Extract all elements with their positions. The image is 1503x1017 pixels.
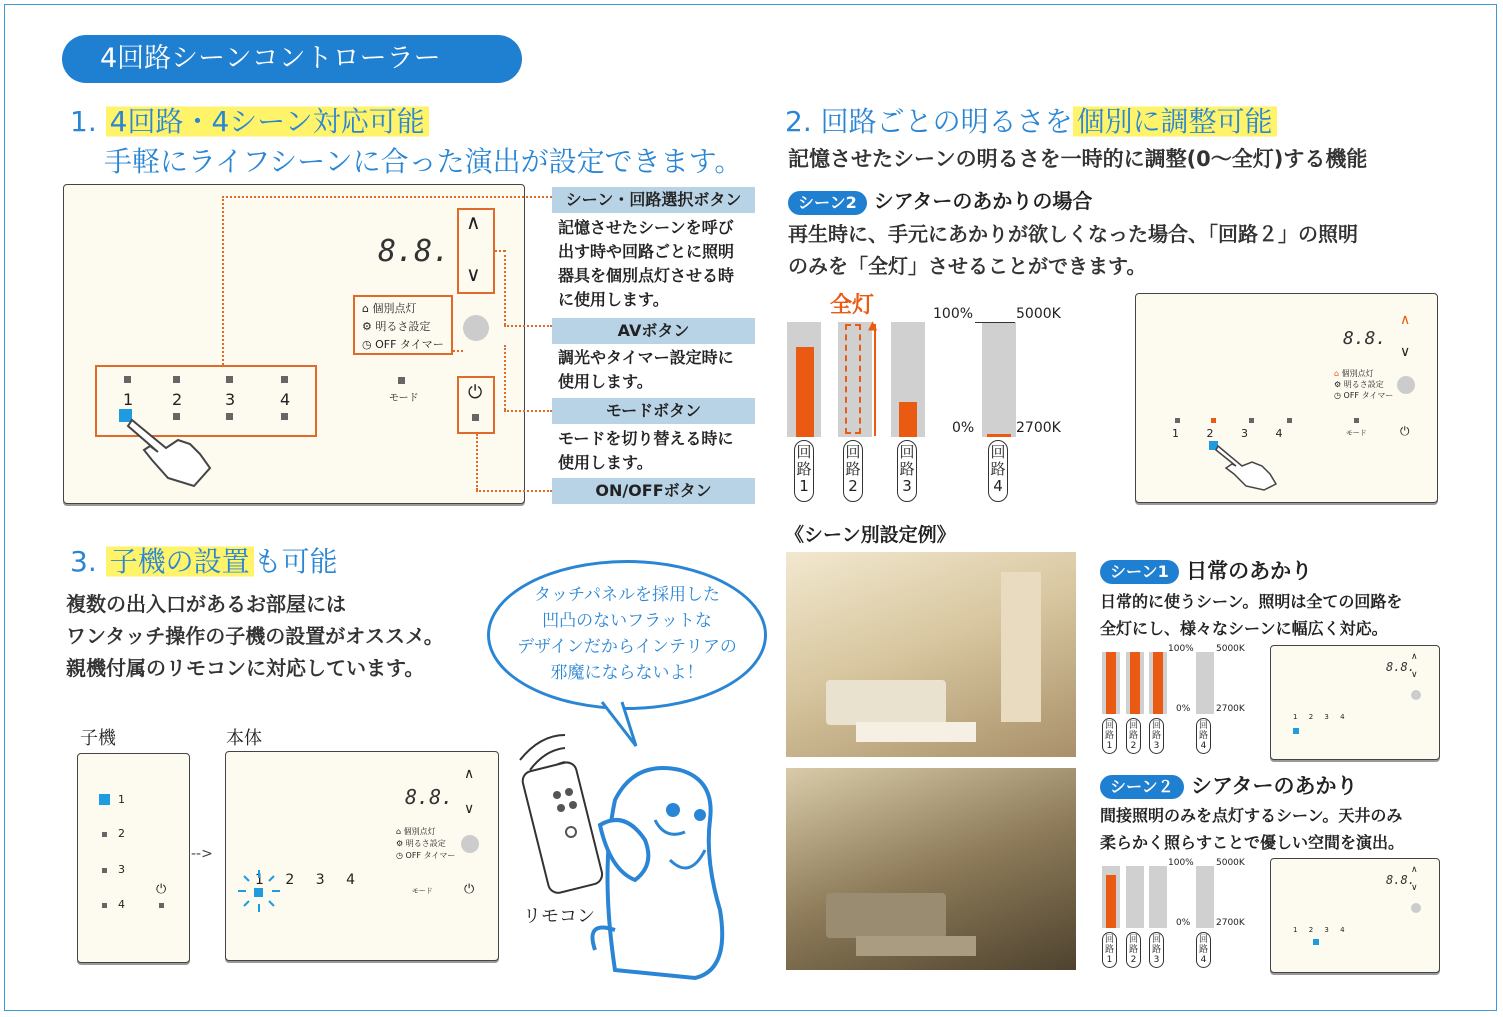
- menu-item-timer: ◷ OFF タイマー: [362, 338, 444, 351]
- section1-heading: [70, 100, 429, 140]
- mini-power-icon: ⏻: [1400, 424, 1410, 438]
- scene-dot-3: [226, 376, 233, 383]
- callout-onoff-label: ON/OFFボタン: [552, 478, 755, 504]
- mini-bar-fill-2: [1130, 652, 1140, 714]
- mini-mode: モード: [1346, 429, 1367, 437]
- scene-lower-dot-3: [226, 413, 233, 420]
- bar-dashed-2: [845, 324, 861, 434]
- section2-highlight: 個別に調整可能: [1073, 105, 1277, 138]
- scale-line: [975, 322, 1015, 323]
- pointing-hand-icon: [118, 410, 218, 490]
- mode-dot: [398, 377, 405, 384]
- menu-item-individual: ⌂ 個別点灯: [362, 302, 417, 315]
- child-button-2[interactable]: 2: [118, 827, 125, 840]
- mini-dot: [1287, 418, 1292, 423]
- living-room-photo-daily: [786, 552, 1076, 757]
- main-unit-label: 本体: [226, 728, 262, 749]
- mascot-character: [505, 720, 775, 990]
- main-unit-down-icon: ∨: [464, 801, 475, 817]
- mini-circuit-label-1: 回路1: [1102, 932, 1117, 968]
- page-title: 4回路シーンコントローラー: [62, 35, 522, 83]
- mini-k5000: 5000K: [1216, 644, 1245, 654]
- segment-display: 8.8.: [378, 234, 451, 269]
- child-unit-label: 子機: [80, 728, 116, 749]
- connector-line: [476, 490, 552, 492]
- callout-scene-label: シーン・回路選択ボタン: [552, 187, 755, 213]
- mini-circuit-label-4: 回路4: [1196, 932, 1211, 968]
- mini-bar-fill-3: [1153, 652, 1163, 714]
- callout-scene-text: 記憶させたシーンを呼び 出す時や回路ごとに照明 器具を個別点灯させる時 に使用します。: [558, 218, 735, 309]
- sofa-shape: [826, 680, 946, 725]
- scene-button-2[interactable]: 2: [172, 390, 183, 409]
- child-button-3[interactable]: 3: [118, 863, 125, 876]
- bar-fill-1: [796, 347, 814, 437]
- main-unit-menu: ⌂ 個別点灯 ⚙ 明るさ設定 ◷ OFF タイマー: [396, 827, 456, 860]
- mini-circuit-label-3: 回路3: [1149, 932, 1164, 968]
- menu-list: [362, 300, 444, 354]
- main-unit-power-icon: ⏻: [464, 882, 475, 897]
- mini-k2700: 2700K: [1216, 704, 1245, 714]
- child-power-icon[interactable]: ⏻: [156, 882, 167, 897]
- connector-line: [476, 434, 478, 490]
- child-indicator-1: [99, 794, 110, 805]
- mini-bar-track-2: [1126, 866, 1144, 928]
- circuit-label-1: 回路1: [794, 440, 814, 502]
- scene-dot-2: [173, 376, 180, 383]
- scene-badge: シーン2: [788, 191, 867, 215]
- child-button-1[interactable]: 1: [118, 793, 125, 806]
- child-power-dot: [159, 903, 164, 908]
- clock-icon: ◷: [362, 338, 372, 351]
- remote-label: リモコン: [523, 906, 595, 927]
- connector-line: [453, 350, 463, 352]
- scene-dot-1: [124, 376, 131, 383]
- child-dot-2: [102, 832, 107, 837]
- bar-track-4: [982, 322, 1016, 437]
- bubble-text: タッチパネルを採用した 凹凸のないフラットな デザインだからインテリアの 邪魔にならないよ！: [517, 585, 737, 683]
- table-shape-dark: [856, 936, 976, 956]
- k5000-label: 5000K: [1016, 306, 1061, 322]
- mini-bar-fill-1: [1106, 875, 1116, 928]
- connector-line: [222, 196, 224, 365]
- mini-bar-fill-1: [1106, 652, 1116, 714]
- connector-line: [222, 196, 552, 198]
- mini-circuit-label-2: 回路2: [1126, 932, 1141, 968]
- scene-button-3[interactable]: 3: [225, 390, 236, 409]
- connector-line: [495, 250, 505, 252]
- mini-knob: [1397, 376, 1415, 394]
- mini-dot: [1175, 418, 1180, 423]
- circuit-label-4: 回路4: [988, 440, 1008, 502]
- arrow-up-line: [874, 324, 876, 436]
- scene-dot-4: [281, 376, 288, 383]
- scene-button-4[interactable]: 4: [280, 390, 291, 409]
- arrow-up-icon: ▲: [868, 318, 878, 332]
- scene1-mini-panel: 8.8. ∧ ∨ 1 2 3 4: [1270, 645, 1440, 760]
- scene1-description: 日常的に使うシーン。照明は全ての回路を 全灯にし、様々なシーンに幅広く対応。: [1100, 592, 1403, 638]
- connector-line: [504, 410, 552, 412]
- main-unit-panel: [225, 751, 499, 961]
- section2-subheading: 記憶させたシーンの明るさを一時的に調整(0〜全灯)する機能: [788, 147, 1368, 171]
- connector-line: [504, 345, 506, 410]
- power-dot: [472, 414, 479, 421]
- bar-fill-4-line: [987, 434, 1011, 437]
- down-button[interactable]: ∨: [466, 262, 481, 286]
- k2700-label: 2700K: [1016, 420, 1061, 436]
- mini-down-icon: ∨: [1400, 344, 1411, 360]
- mini-pct0: 0%: [1176, 704, 1191, 714]
- table-shape: [856, 722, 976, 742]
- blink-rays-icon: [236, 868, 282, 914]
- circuit-label-3: 回路3: [897, 440, 917, 502]
- section1-number: 1.: [70, 105, 97, 138]
- mini-pct0: 0%: [1176, 918, 1191, 928]
- up-button[interactable]: ∧: [466, 210, 481, 234]
- menu-item-brightness: ⚙ 明るさ設定: [362, 320, 431, 333]
- mini-menu: ⌂ 個別点灯 ⚙ 明るさ設定 ◷ OFF タイマー: [1334, 369, 1394, 400]
- full-label: 全灯: [830, 293, 875, 318]
- section1-subheading: 手軽にライフシーンに合った演出が設定できます。: [104, 145, 743, 178]
- av-knob[interactable]: [463, 315, 489, 341]
- scene-button-1[interactable]: 1: [123, 390, 134, 409]
- mini-dot: [1211, 418, 1216, 423]
- child-dot-4: [102, 903, 107, 908]
- mini-circuit-label-4: 回路4: [1196, 718, 1211, 754]
- section2-description: 再生時に、手元にあかりが欲しくなった場合、「回路２」の照明 のみを「全灯」させることができます。: [788, 222, 1358, 278]
- scene1-badge: シーン1: [1100, 560, 1179, 584]
- examples-heading: 《シーン別設定例》: [785, 524, 956, 546]
- mini-pct100: 100%: [1168, 644, 1194, 654]
- connector-line: [504, 250, 506, 325]
- callout-av-text: 調光やタイマー設定時に 使用します。: [558, 348, 734, 391]
- callout-av-label: AVボタン: [552, 318, 755, 344]
- main-unit-knob: [461, 835, 479, 853]
- connector-line: [504, 325, 552, 327]
- child-dot-3: [102, 868, 107, 873]
- section3-description: 複数の出入口があるお部屋には ワンタッチ操作の子機の設置がオススメ。 親機付属のリモコンに対応しています。: [66, 592, 444, 680]
- wall-shape: [1001, 572, 1041, 722]
- mini-circuit-label-2: 回路2: [1126, 718, 1141, 754]
- section2-case: シーン2 シアターのあかりの場合: [788, 185, 1092, 215]
- scene-lower-dot-4: [281, 413, 288, 420]
- gear-icon: ⚙: [362, 320, 372, 333]
- mini-dot: [1249, 418, 1254, 423]
- scene1-heading: シーン1 日常のあかり: [1100, 555, 1312, 585]
- mini-display: 8.8.: [1343, 328, 1387, 349]
- mini-hand-icon: [1212, 440, 1282, 492]
- mini-bar-track-3: [1149, 866, 1167, 928]
- main-unit-mode: モード: [412, 887, 433, 895]
- mini-bar-track-4: [1196, 866, 1214, 928]
- living-room-photo-theater: [786, 768, 1076, 970]
- power-icon[interactable]: ⏻: [468, 382, 483, 403]
- callout-mode-text: モードを切り替える時に 使用します。: [558, 429, 734, 472]
- mini-k2700: 2700K: [1216, 918, 1245, 928]
- main-unit-display: 8.8.: [405, 785, 454, 809]
- mini-dot: [1354, 418, 1359, 423]
- sofa-shape-dark: [826, 893, 946, 938]
- pct0-label: 0%: [952, 420, 975, 436]
- mini-up-icon: ∧: [1400, 312, 1411, 328]
- circuit-label-2: 回路2: [843, 440, 863, 502]
- mini-circuit-label-1: 回路1: [1102, 718, 1117, 754]
- main-unit-numbers: 1 2 3 4: [255, 872, 356, 888]
- section1-highlight: 4回路・4シーン対応可能: [106, 105, 429, 138]
- arrow-to-main: -->: [191, 846, 213, 862]
- mini-bar-track-4: [1196, 652, 1214, 714]
- bar-fill-3: [899, 402, 917, 437]
- scene2-badge: シーン２: [1100, 775, 1184, 799]
- scene2-mini-panel: 8.8. ∧ ∨ 1 2 3 4: [1270, 858, 1440, 973]
- section2-heading: 2. 回路ごとの明るさを 個別に調整可能: [785, 100, 1277, 140]
- scene2-heading: シーン２ シアターのあかり: [1100, 770, 1358, 800]
- pct100-label: 100%: [933, 306, 974, 322]
- child-button-4[interactable]: 4: [118, 898, 125, 911]
- main-unit-up-icon: ∧: [464, 766, 475, 782]
- home-icon: ⌂: [362, 302, 369, 315]
- mini-pct100: 100%: [1168, 858, 1194, 868]
- mini-circuit-label-3: 回路3: [1149, 718, 1164, 754]
- callout-mode-label: モードボタン: [552, 398, 755, 424]
- mini-numbers: 1 2 3 4: [1172, 427, 1283, 440]
- scene2-description: 間接照明のみを点灯するシーン。天井のみ 柔らかく照らすことで優しい空間を演出。: [1100, 806, 1405, 852]
- mode-button[interactable]: モード: [389, 393, 419, 404]
- child-unit-panel: [77, 753, 190, 963]
- section3-heading: 3. 子機の設置 も可能: [70, 545, 338, 578]
- mini-k5000: 5000K: [1216, 858, 1245, 868]
- section3-highlight: 子機の設置: [106, 545, 254, 578]
